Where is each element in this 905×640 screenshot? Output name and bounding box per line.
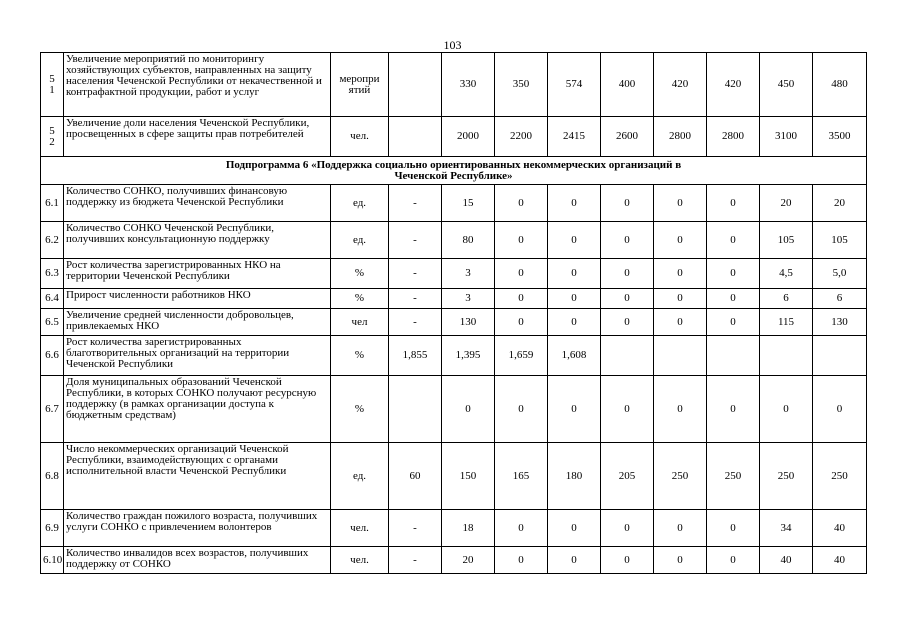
indicator-name-cell: Прирост численности работников НКО: [64, 289, 331, 309]
year-value-cell: 0: [495, 185, 548, 222]
year-value-cell: 0: [707, 259, 760, 289]
page-number: 103: [443, 38, 462, 52]
table-row: [41, 376, 867, 443]
base-value-cell: [389, 53, 442, 117]
subprogram-title-line: Подпрограмма 6 «Поддержка социально ориентированных некоммерческих организаций в: [225, 158, 682, 171]
unit-cell: %: [331, 376, 389, 443]
base-value-cell: -: [389, 222, 442, 259]
unit-part: меропри: [339, 72, 380, 85]
base-value-cell: 60: [389, 443, 442, 510]
year-value-cell: 105: [813, 222, 867, 259]
year-value-cell: 2600: [601, 117, 654, 157]
unit-cell: ед.: [331, 443, 389, 510]
year-value-cell: 205: [601, 443, 654, 510]
row-number-cell: 6.6: [41, 336, 64, 376]
year-value-cell: 1,659: [495, 336, 548, 376]
year-value-cell: 0: [601, 222, 654, 259]
indicator-name-cell: Увеличение мероприятий по мониторингу хозяйствующих субъектов, направленных на защиту населения Чеченской Республики от некачественной и контрафактной продукции, работ и услуг: [64, 53, 331, 117]
year-value-cell: 0: [654, 510, 707, 547]
year-value-cell: 0: [495, 289, 548, 309]
year-value-cell: 5,0: [813, 259, 867, 289]
year-value-cell: [601, 336, 654, 376]
base-value-cell: [389, 376, 442, 443]
row-number-cell: 6.4: [41, 289, 64, 309]
year-value-cell: 420: [707, 53, 760, 117]
year-value-cell: 2000: [442, 117, 495, 157]
year-value-cell: 0: [548, 510, 601, 547]
year-value-cell: 0: [495, 547, 548, 574]
indicator-name-cell: Рост количества зарегистрированных НКО на территории Чеченской Республики: [64, 259, 331, 289]
year-value-cell: 0: [707, 289, 760, 309]
year-value-cell: 130: [442, 309, 495, 336]
unit-cell: [331, 53, 389, 117]
table-row: [41, 53, 867, 117]
year-value-cell: 0: [601, 289, 654, 309]
table-row: [41, 259, 867, 289]
base-value-cell: 1,855: [389, 336, 442, 376]
indicator-name-cell: Число некоммерческих организаций Чеченской Республики, взаимодействующих с органами исполнительной власти Чеченской Республики: [64, 443, 331, 510]
year-value-cell: 0: [707, 222, 760, 259]
year-value-cell: 3: [442, 289, 495, 309]
year-value-cell: 40: [813, 547, 867, 574]
year-value-cell: 250: [707, 443, 760, 510]
indicator-name-cell: Количество СОНКО, получивших финансовую поддержку из бюджета Чеченской Республики: [64, 185, 331, 222]
year-value-cell: 0: [707, 309, 760, 336]
subprogram-title-line: Чеченской Республике»: [394, 169, 513, 182]
table-row: [41, 510, 867, 547]
row-number-part: 1: [49, 83, 55, 96]
year-value-cell: 0: [495, 309, 548, 336]
year-value-cell: 20: [442, 547, 495, 574]
year-value-cell: 480: [813, 53, 867, 117]
year-value-cell: 4,5: [760, 259, 813, 289]
row-number-cell: 6.3: [41, 259, 64, 289]
year-value-cell: 0: [548, 376, 601, 443]
year-value-cell: 0: [601, 259, 654, 289]
year-value-cell: 0: [548, 185, 601, 222]
year-value-cell: 0: [548, 309, 601, 336]
row-number-cell: 6.1: [41, 185, 64, 222]
unit-cell: чел: [331, 309, 389, 336]
base-value-cell: -: [389, 510, 442, 547]
year-value-cell: 34: [760, 510, 813, 547]
year-value-cell: 3: [442, 259, 495, 289]
row-number-part: 5: [49, 124, 55, 137]
year-value-cell: 40: [760, 547, 813, 574]
year-value-cell: [813, 336, 867, 376]
year-value-cell: 0: [495, 510, 548, 547]
year-value-cell: 250: [760, 443, 813, 510]
year-value-cell: 6: [813, 289, 867, 309]
row-number-part: 5: [49, 72, 55, 85]
year-value-cell: 350: [495, 53, 548, 117]
base-value-cell: -: [389, 309, 442, 336]
row-number-cell: 6.9: [41, 510, 64, 547]
year-value-cell: 0: [442, 376, 495, 443]
year-value-cell: 450: [760, 53, 813, 117]
year-value-cell: 0: [495, 376, 548, 443]
indicator-name-cell: Рост количества зарегистрированных благотворительных организаций на территории Чеченской Республики: [64, 336, 331, 376]
indicator-name-cell: Количество граждан пожилого возраста, получивших услуги СОНКО с привлечением волонтеров: [64, 510, 331, 547]
year-value-cell: 0: [707, 185, 760, 222]
year-value-cell: 2415: [548, 117, 601, 157]
unit-cell: %: [331, 289, 389, 309]
year-value-cell: 2800: [707, 117, 760, 157]
year-value-cell: 0: [654, 222, 707, 259]
unit-cell: чел.: [331, 547, 389, 574]
year-value-cell: 3100: [760, 117, 813, 157]
base-value-cell: -: [389, 289, 442, 309]
year-value-cell: 130: [813, 309, 867, 336]
year-value-cell: 0: [654, 289, 707, 309]
year-value-cell: 0: [760, 376, 813, 443]
base-value-cell: -: [389, 547, 442, 574]
year-value-cell: 0: [548, 547, 601, 574]
unit-cell: [331, 117, 389, 157]
year-value-cell: 0: [654, 185, 707, 222]
year-value-cell: 0: [813, 376, 867, 443]
year-value-cell: 80: [442, 222, 495, 259]
year-value-cell: [760, 336, 813, 376]
year-value-cell: 0: [654, 547, 707, 574]
row-number-cell: 6.8: [41, 443, 64, 510]
row-number-part: 2: [49, 135, 55, 148]
year-value-cell: 165: [495, 443, 548, 510]
indicator-name-cell: Увеличение средней численности добровольцев, привлекаемых НКО: [64, 309, 331, 336]
table-row: [41, 547, 867, 574]
year-value-cell: 115: [760, 309, 813, 336]
row-number-cell: [41, 53, 64, 117]
year-value-cell: 0: [601, 376, 654, 443]
indicators-table: [40, 52, 867, 574]
indicator-name-cell: Количество инвалидов всех возрастов, получивших поддержку от СОНКО: [64, 547, 331, 574]
table-row: [41, 117, 867, 157]
year-value-cell: 0: [601, 309, 654, 336]
year-value-cell: 574: [548, 53, 601, 117]
year-value-cell: 250: [813, 443, 867, 510]
year-value-cell: 2800: [654, 117, 707, 157]
base-value-cell: [389, 117, 442, 157]
year-value-cell: 0: [495, 259, 548, 289]
row-number-cell: 6.2: [41, 222, 64, 259]
base-value-cell: -: [389, 185, 442, 222]
unit-part: ятий: [348, 83, 371, 96]
subprogram-header-row: [41, 157, 867, 185]
year-value-cell: 180: [548, 443, 601, 510]
year-value-cell: 105: [760, 222, 813, 259]
year-value-cell: 0: [548, 222, 601, 259]
year-value-cell: 18: [442, 510, 495, 547]
year-value-cell: 20: [760, 185, 813, 222]
year-value-cell: 15: [442, 185, 495, 222]
base-value-cell: -: [389, 259, 442, 289]
row-number-cell: 6.7: [41, 376, 64, 443]
table-row: [41, 185, 867, 222]
table-row: [41, 309, 867, 336]
year-value-cell: 1,395: [442, 336, 495, 376]
subprogram-title: [41, 157, 867, 185]
row-number-cell: [41, 117, 64, 157]
unit-part: чел.: [350, 130, 369, 142]
year-value-cell: 0: [601, 185, 654, 222]
row-number-cell: 6.10: [41, 547, 64, 574]
year-value-cell: [654, 336, 707, 376]
year-value-cell: 150: [442, 443, 495, 510]
year-value-cell: 6: [760, 289, 813, 309]
year-value-cell: 0: [548, 259, 601, 289]
unit-cell: %: [331, 259, 389, 289]
indicator-name-cell: Доля муниципальных образований Чеченской Республики, в которых СОНКО получают ресурсную поддержку (в рамках организации доступа к бюджетным средствам): [64, 376, 331, 443]
unit-cell: чел.: [331, 510, 389, 547]
table-row: [41, 336, 867, 376]
year-value-cell: 0: [601, 547, 654, 574]
year-value-cell: 3500: [813, 117, 867, 157]
year-value-cell: 0: [601, 510, 654, 547]
table-row: [41, 222, 867, 259]
year-value-cell: 0: [707, 510, 760, 547]
row-number-cell: 6.5: [41, 309, 64, 336]
year-value-cell: 0: [495, 222, 548, 259]
unit-cell: ед.: [331, 222, 389, 259]
indicator-name-cell: Увеличение доли населения Чеченской Республики, просвещенных в сфере защиты прав потребителей: [64, 117, 331, 157]
year-value-cell: 0: [548, 289, 601, 309]
year-value-cell: 1,608: [548, 336, 601, 376]
year-value-cell: [707, 336, 760, 376]
year-value-cell: 40: [813, 510, 867, 547]
unit-cell: %: [331, 336, 389, 376]
table-row: [41, 443, 867, 510]
year-value-cell: 330: [442, 53, 495, 117]
table-row: [41, 289, 867, 309]
year-value-cell: 250: [654, 443, 707, 510]
year-value-cell: 400: [601, 53, 654, 117]
year-value-cell: 0: [654, 259, 707, 289]
year-value-cell: 0: [654, 309, 707, 336]
year-value-cell: 0: [707, 547, 760, 574]
year-value-cell: 2200: [495, 117, 548, 157]
unit-cell: ед.: [331, 185, 389, 222]
indicator-name-cell: Количество СОНКО Чеченской Республики, получивших консультационную поддержку: [64, 222, 331, 259]
year-value-cell: 0: [707, 376, 760, 443]
year-value-cell: 20: [813, 185, 867, 222]
year-value-cell: 0: [654, 376, 707, 443]
year-value-cell: 420: [654, 53, 707, 117]
